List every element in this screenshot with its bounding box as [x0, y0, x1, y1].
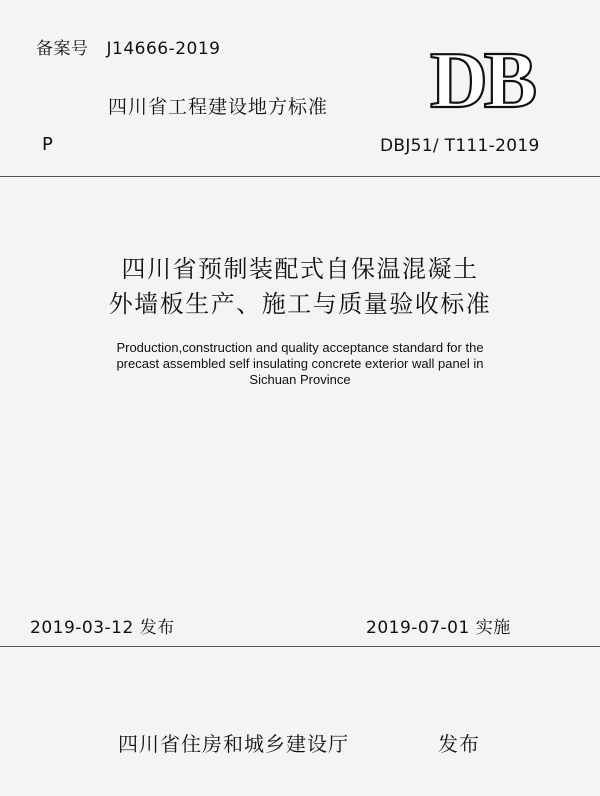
title-cn-line-2: 外墙板生产、施工与质量验收标准 — [108, 290, 492, 318]
top-divider — [0, 176, 600, 177]
record-value: J14666-2019 — [106, 39, 221, 59]
bottom-divider — [0, 646, 600, 647]
standard-type: 四川省工程建设地方标准 — [108, 96, 329, 118]
standard-code: DBJ51/ T111-2019 — [380, 136, 540, 156]
title-cn-line-1: 四川省预制装配式自保温混凝土 — [121, 255, 479, 283]
issuer-name: 四川省住房和城乡建设厅 — [118, 732, 349, 756]
title-en-line-3: Sichuan Province — [249, 372, 351, 387]
publish-date: 2019-03-12 发布 — [30, 618, 175, 638]
category-letter: P — [42, 134, 53, 155]
record-number — [36, 34, 221, 59]
record-label: 备案号 — [36, 39, 89, 59]
issuer-action: 发布 — [438, 732, 480, 756]
title-en-line-2: precast assembled self insulating concrete exterior wall panel in — [116, 356, 484, 371]
db-logo: DB — [430, 37, 534, 125]
implement-date: 2019-07-01 实施 — [366, 618, 511, 638]
title-en-line-1: Production,construction and quality acceptance standard for the — [116, 340, 484, 355]
